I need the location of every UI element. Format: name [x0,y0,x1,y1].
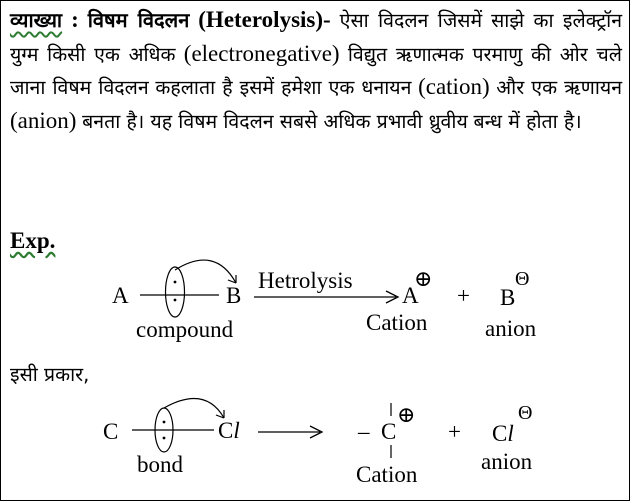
body-line4-a: कहलाता है इसमें हमेशा एक धनायन [155,76,412,100]
atom-cl: Cl [218,418,240,443]
body-line4-b: (cation) [418,74,490,100]
product-anion-b: B [500,285,516,310]
body-line5-a: (anion) [10,107,77,133]
electron-dot [174,281,177,284]
bond-label: bond [137,452,183,477]
anion-label: anion [485,316,537,341]
anion-charge-symbol: Θ [515,268,530,290]
compound-label: compound [136,317,234,342]
atom-a: A [112,283,129,308]
atom-c: C [103,419,119,444]
electron-dot [163,421,166,424]
body-line2-a: साझे का इलेक्ट्रॉन युग्म किसी एक अधिक [10,9,623,66]
bond-dash: – [358,419,370,444]
similarly-label: इसी प्रकार, [10,363,90,386]
body-line1: ऐसा विदलन जिसमें [339,9,483,32]
product-anion-cl: Cl [492,421,514,446]
plus-sign: + [448,419,461,444]
ab-electron-pair-ellipse [166,267,185,317]
cation-label: Cation [366,310,428,335]
cation-charge-symbol: ⊕ [414,266,433,291]
anion-charge-symbol: Θ [518,402,533,424]
body-line6: बन्ध में होता है। [473,109,582,133]
plus-sign: + [457,283,470,308]
cation-charge-symbol: ⊕ [397,402,416,427]
term-english: (Heterolysis)- [198,7,331,32]
product-cation-a: A [402,283,419,308]
term-hindi: विषम विदलन [87,8,190,32]
electron-dot [163,437,166,440]
body-line3: विद्युत ऋणात्मक परमाणु की ओर चले जाना विषम विदलन [10,42,622,100]
body-line2-b: (electronegative) [183,40,340,66]
body-line4-c: और एक ऋणायन [496,76,623,100]
anion-label: anion [481,449,533,474]
colon: : [71,7,79,32]
product-cation-c: C [381,419,397,444]
atom-b: B [226,283,242,308]
electron-dot [174,299,177,302]
explanation-label: व्याख्या [10,8,63,32]
ccl-curved-arrow [164,399,224,418]
ab-curved-arrow [175,260,236,283]
body-line5-b: बनता है। यह विषम विदलन सबसे अधिक प्रभावी ध्रुवीय [82,109,468,133]
example-label: Exp. [10,228,56,253]
cation-label: Cation [356,462,418,487]
arrow-label: Hetrolysis [258,268,353,293]
